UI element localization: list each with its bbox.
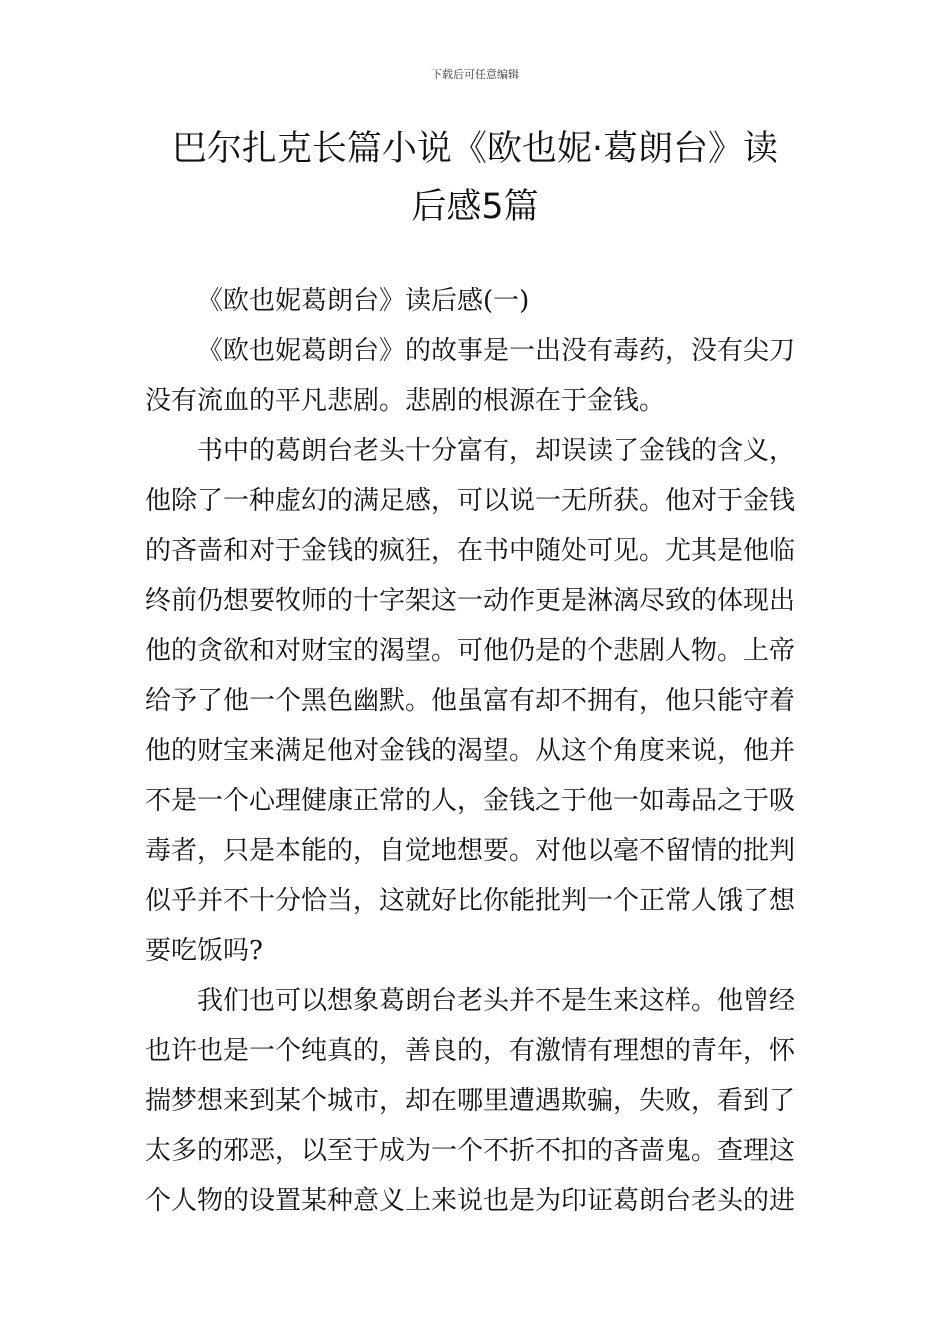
paragraph-2-line: 要吃饭吗? [145,936,263,966]
paragraph-2-line: 书中的葛朗台老头十分富有，却误读了金钱的含义， [197,436,796,466]
paragraph-3-line: 揣梦想来到某个城市，却在哪里遭遇欺骗，失败，看到了 [145,1086,796,1116]
paragraph-2-line: 他的财宝来满足他对金钱的渴望。从这个角度来说，他并 [145,736,796,766]
document-title [100,120,850,236]
paragraph-2-line: 给予了他一个黑色幽默。他虽富有却不拥有，他只能守着 [145,686,796,716]
paragraph-1-line: 《欧也妮葛朗台》的故事是一出没有毒药，没有尖刀 [197,336,796,366]
paragraph-1-line: 没有流血的平凡悲剧。悲剧的根源在于金钱。 [145,386,666,416]
paragraph-2-line: 的吝啬和对于金钱的疯狂，在书中随处可见。尤其是他临 [145,536,796,566]
paragraph-2-line: 似乎并不十分恰当，这就好比你能批判一个正常人饿了想 [145,886,796,916]
paragraph-3-line: 我们也可以想象葛朗台老头并不是生来这样。他曾经 [197,986,796,1016]
header-note: 下载后可任意编辑 [431,68,519,81]
paragraph-2-line: 他的贪欲和对财宝的渴望。可他仍是的个悲剧人物。上帝 [145,636,796,666]
paragraph-2-line: 不是一个心理健康正常的人，金钱之于他一如毒品之于吸 [145,786,796,816]
paragraph-2-line: 他除了一种虚幻的满足感，可以说一无所获。他对于金钱 [145,486,796,516]
paragraph-3-line: 太多的邪恶，以至于成为一个不折不扣的吝啬鬼。查理这 [145,1136,796,1166]
paragraph-3-line: 个人物的设置某种意义上来说也是为印证葛朗台老头的进 [145,1186,796,1216]
paragraph-3-line: 也许也是一个纯真的，善良的，有激情有理想的青年，怀 [145,1036,796,1066]
title-line-2: 后感5篇 [411,187,539,227]
document-body [145,276,807,1226]
section-heading: 《欧也妮葛朗台》读后感(一) [197,286,530,316]
paragraph-2-line: 终前仍想要牧师的十字架这一动作更是淋漓尽致的体现出 [145,586,796,616]
paragraph-2-line: 毒者，只是本能的，自觉地想要。对他以毫不留情的批判 [145,836,796,866]
title-line-1: 巴尔扎克长篇小说《欧也妮·葛朗台》读 [171,129,779,169]
